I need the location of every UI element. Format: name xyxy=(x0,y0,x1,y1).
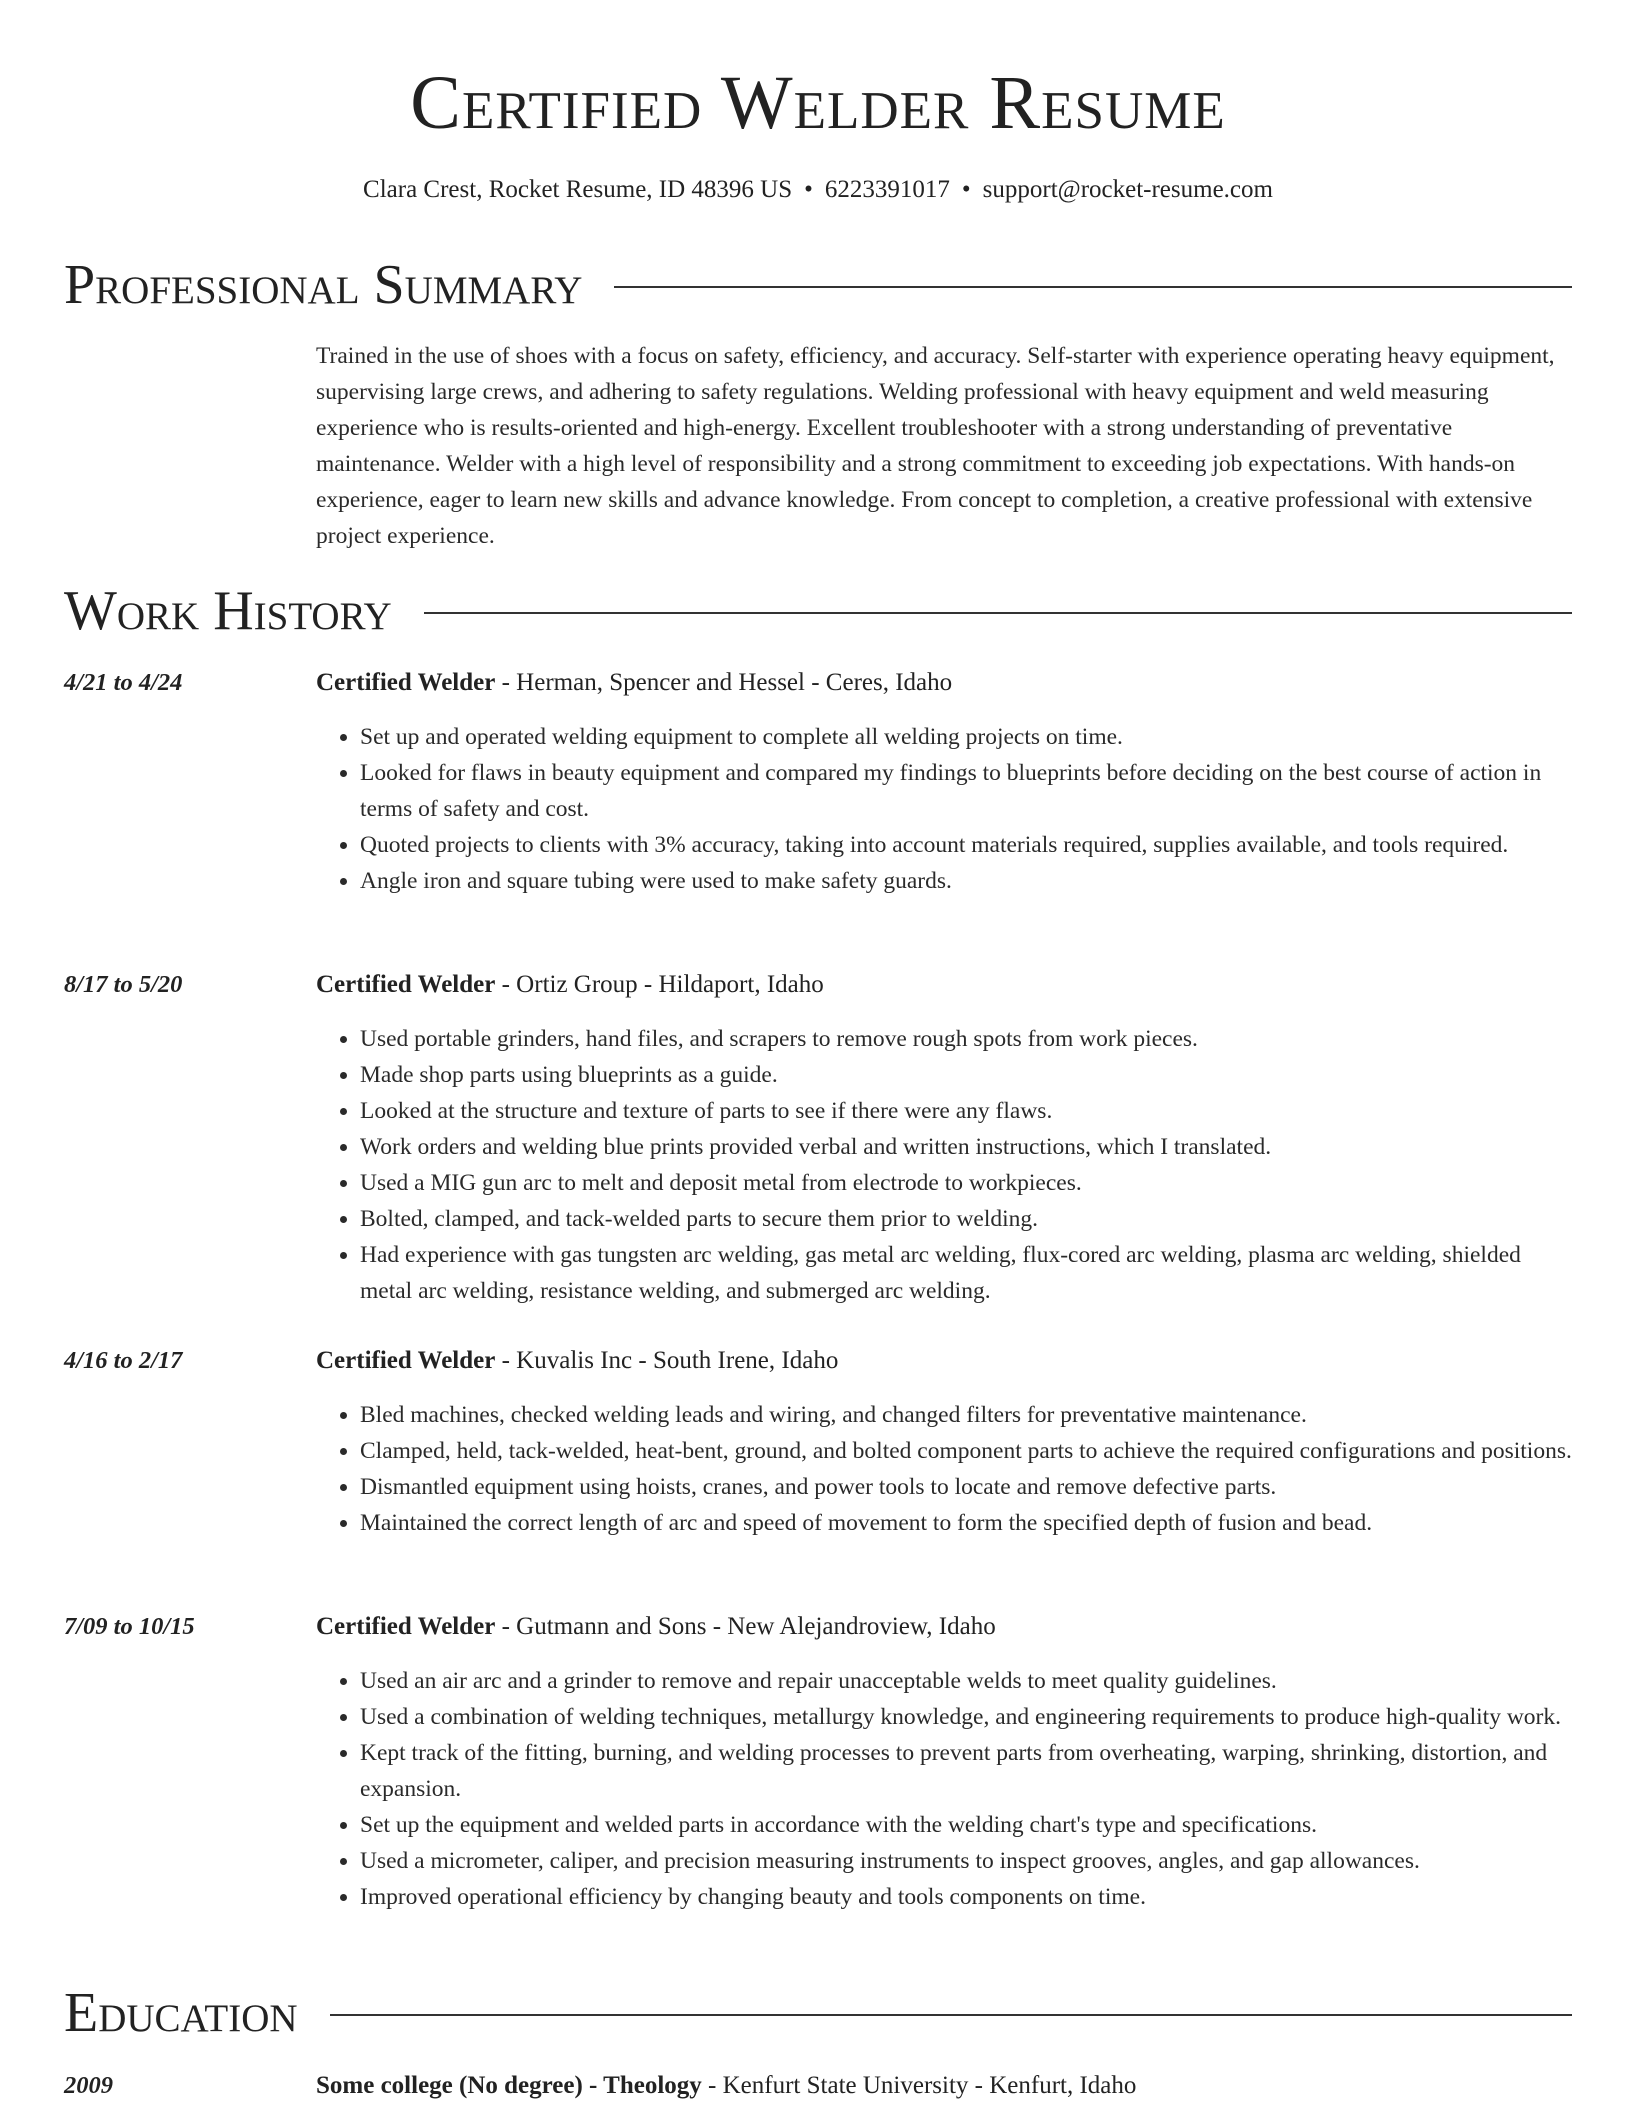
job-company-location: - Ortiz Group - Hildaport, Idaho xyxy=(495,971,824,998)
professional-summary-text: Trained in the use of shoes with a focus on safety, efficiency, and accuracy. Self-starter with experience operating heavy equipment, supervising large crews, and adhering to safety regulations. Welding professional with heavy equipment and weld measuring experience who is results-oriented and high-energy. Excellent troubleshooter with a strong understanding of preventative maintenance. Welder with a high level of responsibility and a strong commitment to exceeding job expectations. With hands-on experience, eager to learn new skills and advance knowledge. From concept to completion, a creative professional with extensive project experience. xyxy=(316,343,1555,549)
job-role: Certified Welder xyxy=(316,1613,496,1640)
job-bullets xyxy=(316,1021,1572,1309)
contact-separator: • xyxy=(804,176,813,203)
job-heading xyxy=(316,1343,838,1379)
job-bullet: • Used portable grinders, hand files, and scrapers to remove rough spots from work pieces. xyxy=(360,1021,1572,1057)
education-year: 2009 xyxy=(64,2072,113,2099)
section-divider xyxy=(424,612,1572,614)
job-heading xyxy=(316,665,952,701)
resume-title: Certified Welder Resume xyxy=(410,61,1226,145)
job-bullet: • Had experience with gas tungsten arc welding, gas metal arc welding, flux-cored arc welding, plasma arc welding, shielded metal arc welding, resistance welding, and submerged arc welding. xyxy=(360,1237,1572,1309)
job-bullet: • Bolted, clamped, and tack-welded parts to secure them prior to welding. xyxy=(360,1201,1572,1237)
contact-email: support@rocket-resume.com xyxy=(982,176,1273,203)
section-divider xyxy=(614,286,1572,288)
job-heading xyxy=(316,1609,996,1645)
job-bullet: • Made shop parts using blueprints as a guide. xyxy=(360,1057,1572,1093)
job-bullet: • Work orders and welding blue prints provided verbal and written instructions, which I translated. xyxy=(360,1129,1572,1165)
contact-separator: • xyxy=(961,176,971,203)
summary-section-header xyxy=(64,252,1572,318)
education-degree: Some college (No degree) - Theology xyxy=(316,2072,702,2099)
job-bullet: • Used a MIG gun arc to melt and deposit metal from electrode to workpieces. xyxy=(360,1165,1572,1201)
work-section-title: Work History xyxy=(64,580,392,642)
job-dates: 8/17 to 5/20 xyxy=(64,971,183,998)
education-heading xyxy=(316,2068,1136,2104)
job-bullet: • Looked for flaws in beauty equipment and compared my findings to blueprints before deciding on the best course of action in terms of safety and cost. xyxy=(360,755,1572,827)
job-dates: 7/09 to 10/15 xyxy=(64,1613,195,1640)
contact-phone: 6223391017 xyxy=(824,176,950,203)
job-bullet: • Kept track of the fitting, burning, and welding processes to prevent parts from overheating, warping, shrinking, distortion, and expansion. xyxy=(360,1735,1572,1807)
education-section-title: Education xyxy=(64,1982,298,2044)
section-divider xyxy=(330,2014,1572,2016)
job-role: Certified Welder xyxy=(316,971,496,998)
job-company-location: - Herman, Spencer and Hessel - Ceres, Idaho xyxy=(495,669,953,696)
summary-section-title: Professional Summary xyxy=(64,254,583,316)
job-bullet: • Maintained the correct length of arc and speed of movement to form the specified depth of fusion and bead. xyxy=(360,1505,1572,1541)
job-dates: 4/21 to 4/24 xyxy=(64,669,183,696)
job-bullet: • Used a combination of welding techniques, metallurgy knowledge, and engineering requirements to produce high-quality work. xyxy=(360,1699,1572,1735)
job-role: Certified Welder xyxy=(316,1347,496,1374)
education-section-header xyxy=(64,1980,1572,2046)
job-bullet: • Clamped, held, tack-welded, heat-bent, ground, and bolted component parts to achieve the required configurations and positions. xyxy=(360,1433,1572,1469)
contact-address: Clara Crest, Rocket Resume, ID 48396 US xyxy=(363,176,793,203)
job-bullet: • Angle iron and square tubing were used to make safety guards. xyxy=(360,863,1572,899)
job-bullet: • Dismantled equipment using hoists, cranes, and power tools to locate and remove defective parts. xyxy=(360,1469,1572,1505)
job-bullet: • Bled machines, checked welding leads and wiring, and changed filters for preventative maintenance. xyxy=(360,1397,1572,1433)
job-bullet: • Used a micrometer, caliper, and precision measuring instruments to inspect grooves, angles, and gap allowances. xyxy=(360,1843,1572,1879)
work-section-header xyxy=(64,578,1572,644)
job-role: Certified Welder xyxy=(316,669,496,696)
job-bullet: • Looked at the structure and texture of parts to see if there were any flaws. xyxy=(360,1093,1572,1129)
job-bullet: • Quoted projects to clients with 3% accuracy, taking into account materials required, supplies available, and tools required. xyxy=(360,827,1572,863)
job-bullets xyxy=(316,719,1572,899)
job-bullets xyxy=(316,1397,1572,1541)
job-dates: 4/16 to 2/17 xyxy=(64,1347,183,1374)
job-heading xyxy=(316,967,824,1003)
job-bullet: • Improved operational efficiency by changing beauty and tools components on time. xyxy=(360,1879,1572,1915)
job-bullet: • Set up and operated welding equipment to complete all welding projects on time. xyxy=(360,719,1572,755)
job-bullets xyxy=(316,1663,1572,1915)
education-school-location: - Kenfurt State University - Kenfurt, Idaho xyxy=(701,2072,1137,2099)
contact-line xyxy=(64,172,1572,208)
job-bullet: • Used an air arc and a grinder to remove and repair unacceptable welds to meet quality guidelines. xyxy=(360,1663,1572,1699)
job-company-location: - Kuvalis Inc - South Irene, Idaho xyxy=(495,1347,839,1374)
job-company-location: - Gutmann and Sons - New Alejandroview, Idaho xyxy=(495,1613,996,1640)
job-bullet: • Set up the equipment and welded parts in accordance with the welding chart's type and specifications. xyxy=(360,1807,1572,1843)
